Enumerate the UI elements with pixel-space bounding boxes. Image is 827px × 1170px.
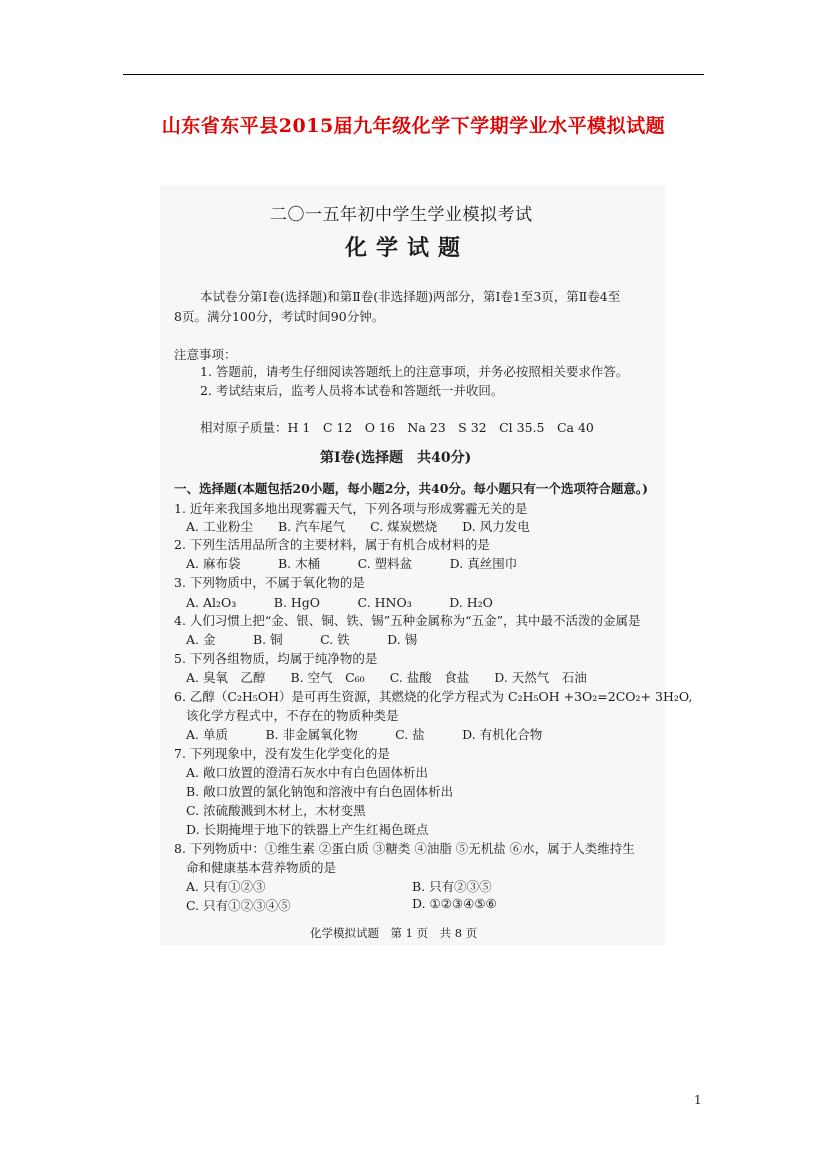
question-continued: 命和健康基本营养物质的是	[186, 860, 337, 875]
intro-line: 8页。满分100分，考试时间90分钟。	[174, 309, 385, 324]
page-number: 1	[694, 1093, 702, 1107]
options: A. Al₂O₃ B. HgO C. HNO₃ D. H₂O	[186, 595, 493, 610]
option: C. 浓硫酸溅到木材上，木材变黑	[186, 803, 366, 818]
option: A. 敞口放置的澄清石灰水中有白色固体析出	[186, 765, 428, 780]
question: 7. 下列现象中，没有发生化学变化的是	[174, 746, 390, 761]
options: A. 单质 B. 非金属氧化物 C. 盐 D. 有机化合物	[186, 727, 543, 742]
instructions: 一、选择题(本题包括20小题，每小题2分，共40分。每小题只有一个选项符合题意。)	[174, 481, 649, 496]
option: A. 只有①②③	[186, 879, 266, 894]
header-rule	[123, 74, 704, 75]
options: A. 麻布袋 B. 木桶 C. 塑料盆 D. 真丝围巾	[186, 556, 518, 571]
document-title: 山东省东平县2015届九年级化学下学期学业水平模拟试题	[161, 115, 666, 137]
question: 6. 乙醇（C₂H₅OH）是可再生资源，其燃烧的化学方程式为 C₂H₅OH +3O₂=2CO₂+ 3H₂O,	[174, 689, 693, 704]
intro-line: 本试卷分第Ⅰ卷(选择题)和第Ⅱ卷(非选择题)两部分，第Ⅰ卷1至3页，第Ⅱ卷4至	[200, 289, 621, 304]
option: B. 敞口放置的氯化钠饱和溶液中有白色固体析出	[186, 784, 454, 799]
atomic-masses: 相对原子质量：H 1 C 12 O 16 Na 23 S 32 Cl 35.5 Ca 40	[200, 420, 594, 435]
question: 4. 人们习惯上把“金、银、铜、铁、锡”五种金属称为“五金”，其中最不活泼的金属是	[174, 613, 641, 628]
exam-subtitle: 二〇一五年初中学生学业模拟考试	[270, 205, 533, 225]
option: B. 只有②③⑤	[412, 879, 492, 894]
question: 1. 近年来我国多地出现雾霾天气，下列各项与形成雾霾无关的是	[174, 501, 528, 516]
options: A. 金 B. 铜 C. 铁 D. 锡	[186, 632, 418, 647]
option: D. ①②③④⑤⑥	[412, 896, 497, 911]
options: A. 工业粉尘 B. 汽车尾气 C. 煤炭燃烧 D. 风力发电	[186, 519, 530, 534]
question: 5. 下列各组物质，均属于纯净物的是	[174, 651, 378, 666]
question-continued: 该化学方程式中，不存在的物质种类是	[186, 708, 399, 723]
exam-page-footer: 化学模拟试题 第 1 页 共 8 页	[310, 926, 478, 940]
option: C. 只有①②③④⑤	[186, 898, 291, 913]
section-title: 第Ⅰ卷(选择题 共40分)	[320, 450, 472, 466]
exam-main-title: 化学试题	[345, 235, 470, 261]
option: D. 长期掩埋于地下的铁器上产生红褐色斑点	[186, 822, 429, 837]
question: 8. 下列物质中：①维生素 ②蛋白质 ③糖类 ④油脂 ⑤无机盐 ⑥水，属于人类维持生	[174, 841, 635, 856]
question: 2. 下列生活用品所含的主要材料，属于有机合成材料的是	[174, 537, 490, 552]
note-item: 1. 答题前，请考生仔细阅读答题纸上的注意事项，并务必按照相关要求作答。	[200, 364, 629, 379]
note-item: 2. 考试结束后，监考人员将本试卷和答题纸一并收回。	[200, 383, 504, 398]
notes-title: 注意事项：	[174, 347, 237, 362]
options: A. 臭氧 乙醇 B. 空气 C₆₀ C. 盐酸 食盐 D. 天然气 石油	[186, 670, 587, 685]
scanned-exam-page	[160, 185, 693, 945]
question: 3. 下列物质中，不属于氧化物的是	[174, 575, 365, 590]
